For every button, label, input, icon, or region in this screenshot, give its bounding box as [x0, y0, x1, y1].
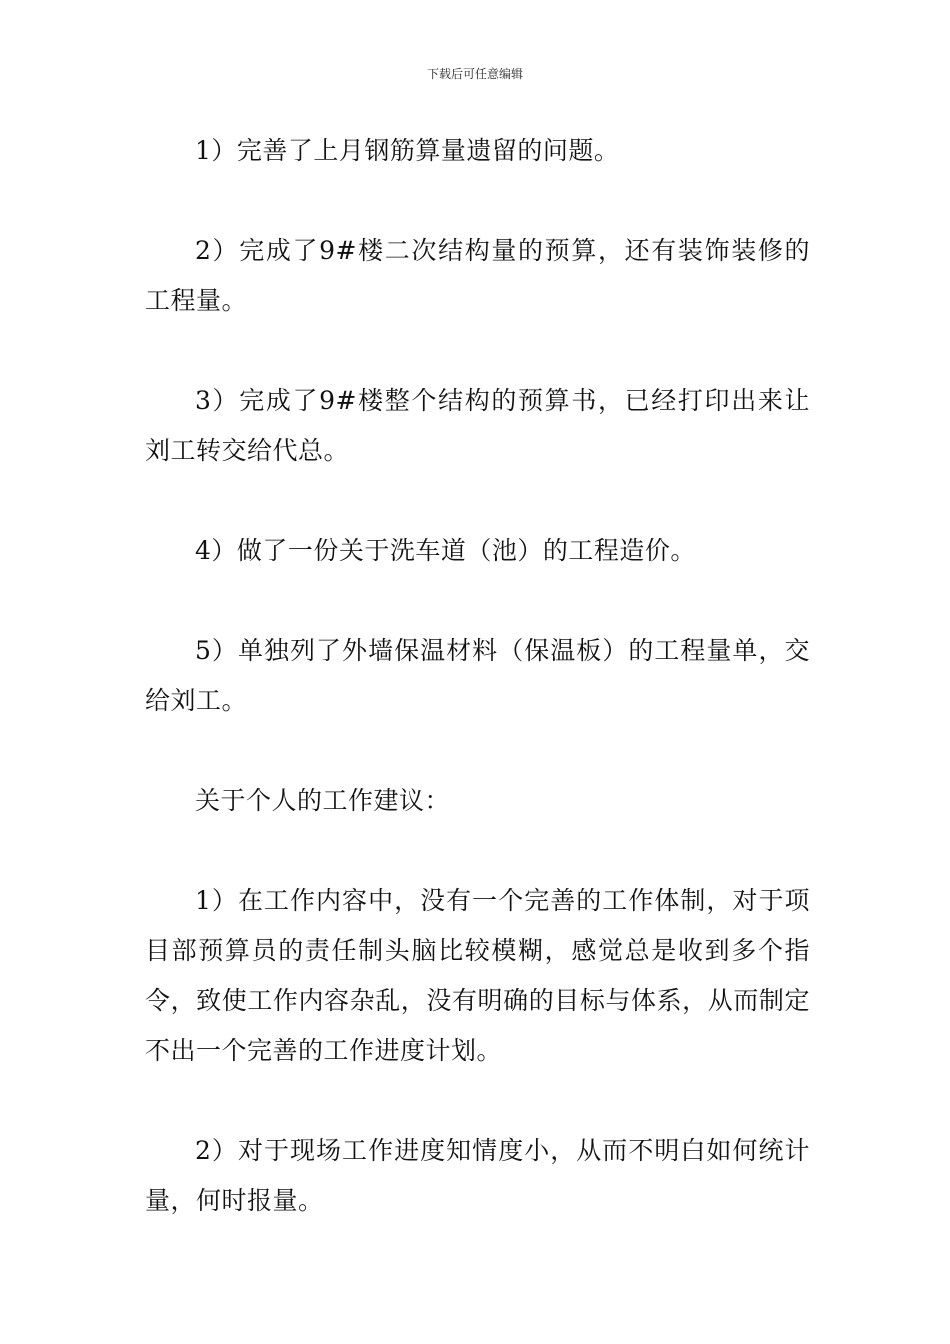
- section-heading: 关于个人的工作建议：: [195, 786, 451, 815]
- header-note: 下载后可任意编辑: [426, 67, 523, 81]
- paragraph-1: 1）完善了上月钢筋算量遗留的问题。: [195, 136, 620, 165]
- paragraph-3: 3）完成了9#楼整个结构的预算书，已经打印出来让刘工转交给代总。: [145, 386, 810, 465]
- paragraph-4: 4）做了一份关于洗车道（池）的工程造价。: [195, 536, 696, 565]
- paragraph-5: 5）单独列了外墙保温材料（保温板）的工程量单，交给刘工。: [145, 636, 810, 715]
- suggestion-2: 2）对于现场工作进度知情度小，从而不明白如何统计量，何时报量。: [145, 1136, 810, 1215]
- paragraph-2: 2）完成了9#楼二次结构量的预算，还有装饰装修的工程量。: [145, 236, 810, 315]
- document-body: [145, 126, 810, 1226]
- suggestion-1: 1）在工作内容中，没有一个完善的工作体制，对于项目部预算员的责任制头脑比较模糊，感觉总是收到多个指令，致使工作内容杂乱，没有明确的目标与体系，从而制定不出一个完善的工作进度计划。: [145, 886, 810, 1065]
